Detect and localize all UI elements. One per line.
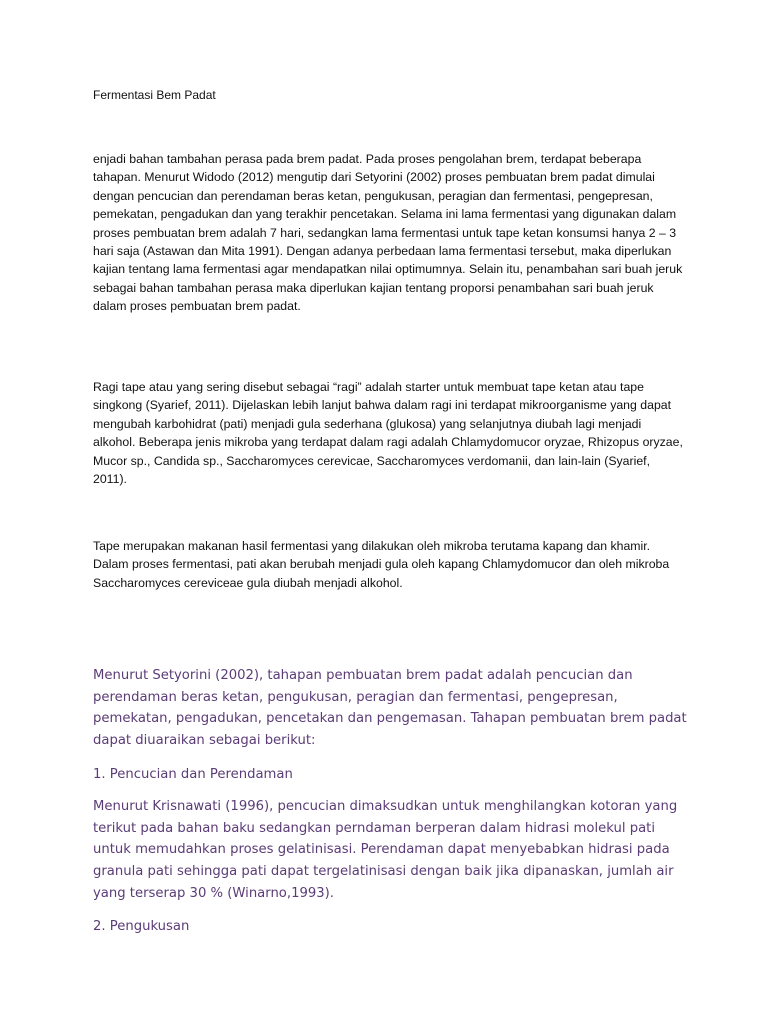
quoted-intro-paragraph: Menurut Setyorini (2002), tahapan pembuatan brem padat adalah pencucian dan perendaman beras ketan, pengukusan, peragian dan fermentasi, pengepresan, pemekatan, pengadukan, pencetakan dan pengemasan. Tahapan pembuatan brem padat dapat diuaraikan sebagai berikut: xyxy=(93,668,687,749)
paragraph-ragi-tape: Ragi tape atau yang sering disebut sebagai “ragi” adalah starter untuk membuat tape ketan atau tape singkong (Syarief, 2011). Dijelaskan lebih lanjut bahwa dalam ragi ini terdapat mikroorganisme yang dapat mengubah karbohidrat (pati) menjadi gula sederhana (glukosa) yang selanjutnya diubah lagi menjadi alkohol. Beberapa jenis mikroba yang terdapat dalam ragi adalah Chlamydomucor oryzae, Rhizopus oryzae, Mucor sp., Candida sp., Saccharomyces cerevicae, Saccharomyces verdomanii, dan lain-lain (Syarief, 2011). xyxy=(93,380,683,487)
paragraph-brem-process: enjadi bahan tambahan perasa pada brem padat. Pada proses pengolahan brem, terdapat beberapa tahapan. Menurut Widodo (2012) mengutip dari Setyorini (2002) proses pembuatan brem padat dimulai dengan pencucian dan perendaman beras ketan, pengukusan, peragian dan fermentasi, pengepresan, pemekatan, pengadukan dan yang terakhir pencetakan. Selama ini lama fermentasi yang digunakan dalam proses pembuatan brem adalah 7 hari, sedangkan lama fermentasi untuk tape ketan konsumsi hanya 2 – 3 hari saja (Astawan dan Mita 1991). Dengan adanya perbedaan lama fermentasi tersebut, maka diperlukan kajian tentang lama fermentasi agar mendapatkan nilai optimumnya. Selain itu, penambahan sari buah jeruk sebagai bahan tambahan perasa maka diperlukan kajian tentang proporsi penambahan sari buah jeruk dalam proses pembuatan brem padat. xyxy=(93,152,683,314)
section-heading-pencucian: 1. Pencucian dan Perendaman xyxy=(93,767,293,782)
section-heading-pengukusan: 2. Pengukusan xyxy=(93,919,190,934)
document-title: Fermentasi Bem Padat xyxy=(93,88,216,102)
quoted-pencucian-paragraph: Menurut Krisnawati (1996), pencucian dimaksudkan untuk menghilangkan kotoran yang terikut pada bahan baku sedangkan perndaman berperan dalam hidrasi molekul pati untuk memudahkan proses gelatinisasi. Perendaman dapat menyebabkan hidrasi pada granula pati sehingga pati dapat tergelatinisasi dengan baik jika dipanaskan, jumlah air yang terserap 30 % (Winarno,1993). xyxy=(93,799,678,901)
paragraph-tape-fermentation: Tape merupakan makanan hasil fermentasi yang dilakukan oleh mikroba terutama kapang dan khamir. Dalam proses fermentasi, pati akan berubah menjadi gula oleh kapang Chlamydomucor dan oleh mikroba Saccharomyces cereviceae gula diubah menjadi alkohol. xyxy=(93,539,670,590)
